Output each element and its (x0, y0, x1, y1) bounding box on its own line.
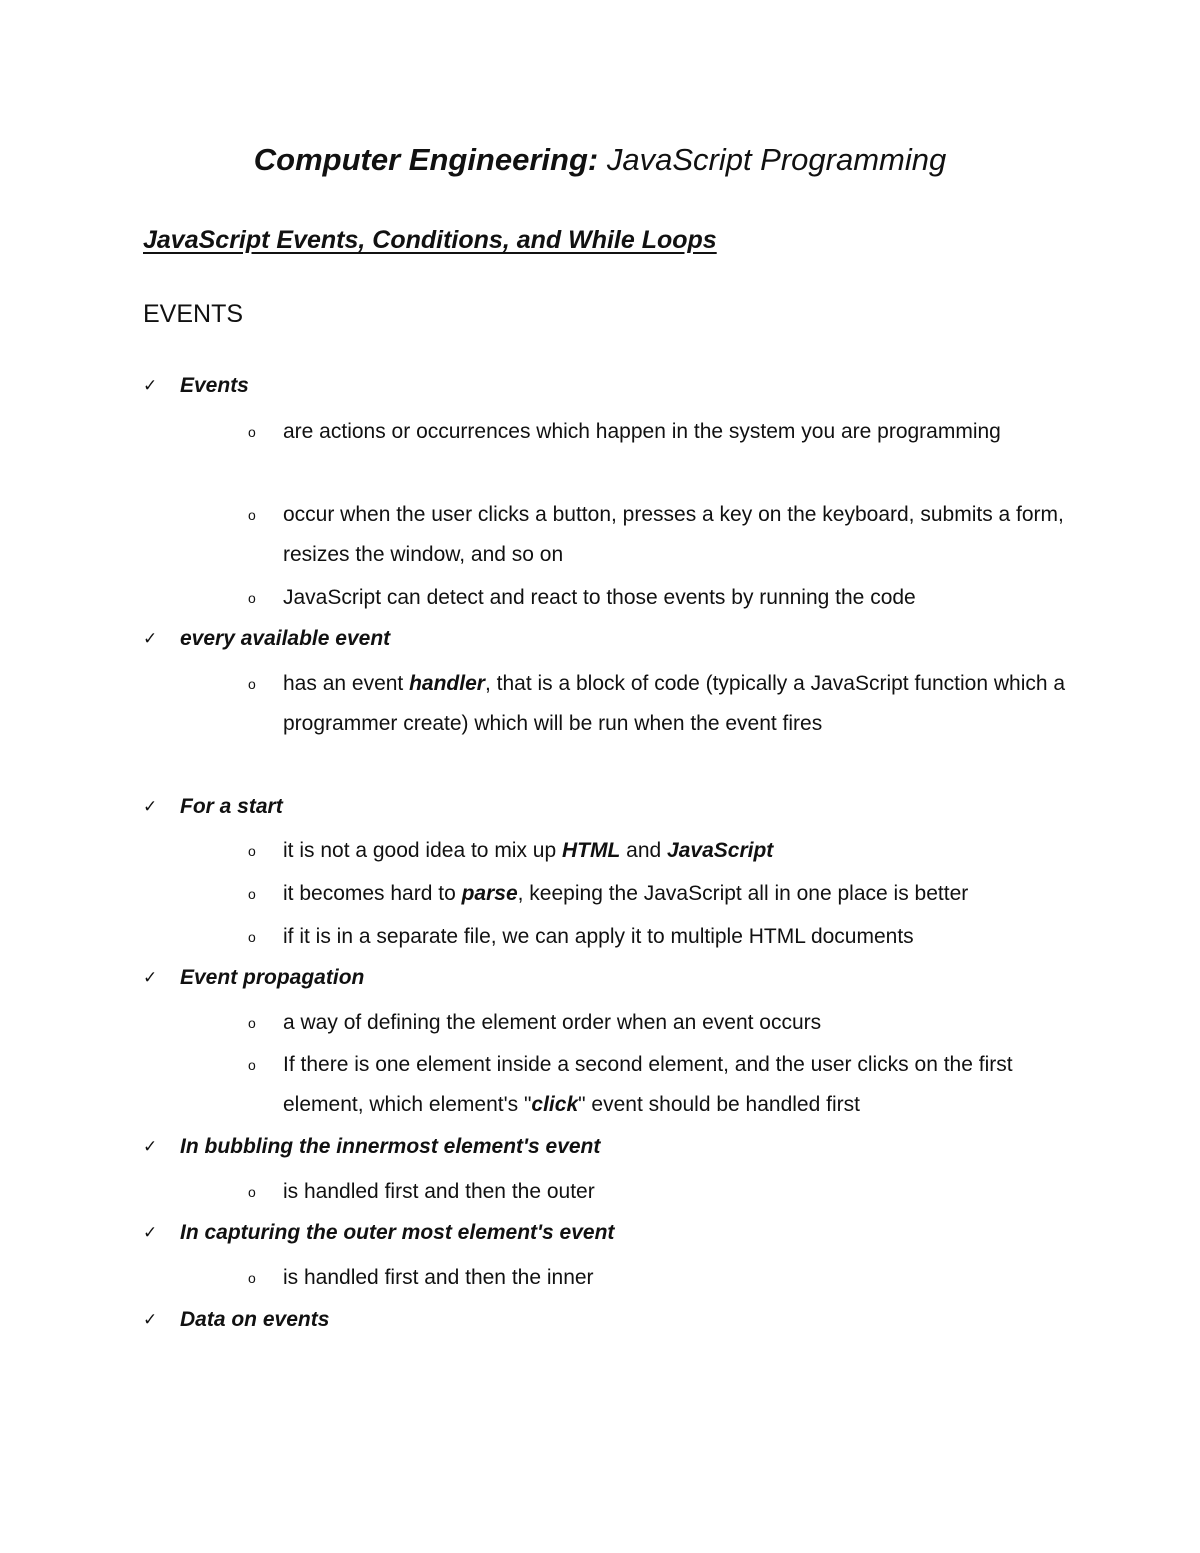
sub-item-text: if it is in a separate file, we can apply it to multiple HTML documents (283, 925, 914, 948)
emphasis-click: click (531, 1093, 579, 1116)
sub-item-text: JavaScript can detect and react to those events by running the code (283, 586, 916, 609)
circle-bullet-icon: o (248, 507, 256, 523)
title-course: Computer Engineering: (253, 142, 599, 177)
check-icon: ✓ (143, 629, 158, 649)
circle-bullet-icon: o (248, 1184, 256, 1200)
checklist-label: For a start (180, 795, 283, 818)
circle-bullet-icon: o (248, 676, 256, 692)
circle-bullet-icon: o (248, 1270, 256, 1286)
sub-item-text: a way of defining the element order when an event occurs (283, 1011, 822, 1034)
circle-bullet-icon: o (248, 590, 256, 606)
checklist-label: In bubbling the innermost element's event (180, 1135, 601, 1158)
checklist-label: In capturing the outer most element's event (180, 1221, 615, 1244)
check-icon: ✓ (143, 968, 158, 988)
sub-item-text: is handled first and then the outer (283, 1180, 595, 1203)
sub-item-text: are actions or occurrences which happen in the system you are programming (283, 420, 1001, 443)
check-icon: ✓ (143, 1223, 158, 1243)
document-title (0, 138, 1200, 182)
check-icon: ✓ (143, 1310, 158, 1330)
check-icon: ✓ (143, 1137, 158, 1157)
title-topic: JavaScript Programming (598, 142, 947, 177)
circle-bullet-icon: o (248, 1057, 256, 1073)
circle-bullet-icon: o (248, 1015, 256, 1031)
sub-item-text: is handled first and then the inner (283, 1266, 594, 1289)
check-icon: ✓ (143, 797, 158, 817)
emphasis-javascript: JavaScript (667, 839, 774, 862)
emphasis-parse: parse (461, 882, 518, 905)
sub-item-text: has an event handler, that is a block of code (typically a JavaScript function which a programmer create) which will be run when the event fires (283, 672, 1066, 735)
sub-item-text: it becomes hard to parse, keeping the JavaScript all in one place is better (283, 882, 969, 905)
sub-item-text: occur when the user clicks a button, presses a key on the keyboard, submits a form, resizes the window, and so on (283, 503, 1064, 566)
emphasis-handler: handler (409, 672, 485, 695)
emphasis-html: HTML (562, 839, 621, 862)
section-heading: EVENTS (143, 300, 244, 328)
check-icon: ✓ (143, 376, 158, 396)
checklist-label: Events (180, 374, 249, 397)
sub-item-text: If there is one element inside a second element, and the user clicks on the first element, which element's "click" event should be handled first (283, 1053, 1013, 1116)
checklist-label: every available event (180, 627, 391, 650)
checklist-label: Data on events (180, 1308, 330, 1331)
document-subtitle: JavaScript Events, Conditions, and While Loops (143, 226, 717, 254)
circle-bullet-icon: o (248, 843, 256, 859)
circle-bullet-icon: o (248, 929, 256, 945)
circle-bullet-icon: o (248, 424, 256, 440)
checklist-label: Event propagation (180, 966, 365, 989)
circle-bullet-icon: o (248, 886, 256, 902)
sub-item-text: it is not a good idea to mix up HTML and JavaScript (283, 839, 774, 862)
